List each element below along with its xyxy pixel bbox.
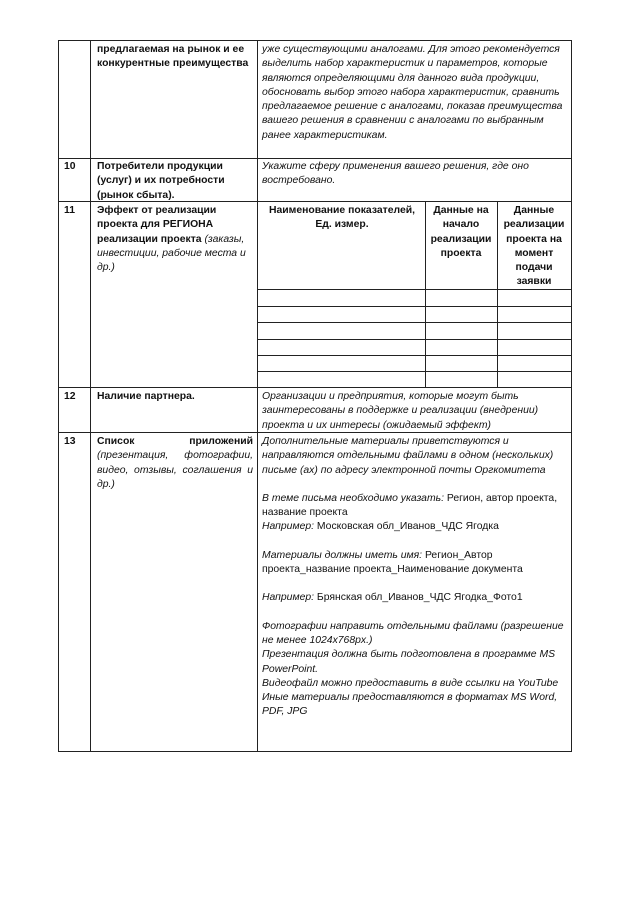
row-13-p3-italic: Например: <box>262 521 315 533</box>
row-13-label-title <box>97 435 253 449</box>
row-13-p5-normal: Брянская обл_Иванов_ЧДС Ягодка_Фото1 <box>314 592 523 604</box>
row-cont-label: предлагаемая на рынок и ее конкурентные преимущества <box>97 44 249 70</box>
indicator-column-header: Наименование показателей, Ед. измер. <box>268 205 416 231</box>
row-10-label: Потребители продукции (услуг) и их потребности (рынок сбыта). <box>97 161 225 201</box>
row-10-description: Укажите сферу применения вашего решения, где оно востребовано. <box>262 161 529 187</box>
row-13-paragraph-1: Дополнительные материалы приветствуются и направляются отдельными файлами в одном (нескольких) письме (ах) по адресу электронной почты Оргкомитета <box>262 436 554 476</box>
row-13-paragraph-4 <box>262 549 566 578</box>
moment-data-column-header: Данные реализации проекта на момент подачи заявки <box>503 205 565 288</box>
row-cont-description: уже существующими аналогами. Для этого рекомендуется выделить набор характеристик и параметров, которые являются определяющими для данного вида продукции, обосновать выбор этого набора характеристик, сравнить предлагаемое решение с аналогами, показав преимущества вашего решения в сравнении с аналогами по выбранным ранее характеристикам. <box>262 44 563 141</box>
row-13-number: 13 <box>64 436 76 447</box>
row-13-description <box>262 435 566 720</box>
row-12-number: 12 <box>64 391 76 402</box>
row-13-paragraph-9: Иные материалы предоставляются в форматах MS Word, PDF, JPG <box>262 692 558 718</box>
row-13-label-word-2: приложений <box>189 436 253 447</box>
row-13-p3-normal: Московская обл_Иванов_ЧДС Ягодка <box>314 521 499 533</box>
row-13-p4-normal: Регион_Автор проекта_название проекта_Наименование документа <box>262 549 523 576</box>
row-13-paragraph-8: Видеофайл можно предоставить в виде ссылки на YouTube <box>262 677 559 689</box>
row-11-label-bold: Эффект от реализации проекта для РЕГИОНА реализации проекта <box>97 205 217 245</box>
row-12-label: Наличие партнера. <box>97 391 195 402</box>
row-13-p5-italic: Например: <box>262 592 315 604</box>
row-11-label-italic: (заказы, инвестиции, рабочие места и др.) <box>97 233 246 274</box>
row-10-number: 10 <box>64 161 76 172</box>
row-13-label-italic: (презентация, фотографии, видео, отзывы, соглашения и др.) <box>97 450 253 490</box>
row-11-label <box>97 204 253 275</box>
start-data-column-header: Данные на начало реализации проекта <box>430 205 492 259</box>
row-11-number: 11 <box>64 205 75 216</box>
row-13-paragraph-2 <box>262 492 566 521</box>
row-13-p2-normal: Регион, автор проекта, название проекта <box>262 492 558 519</box>
row-12-description: Организации и предприятия, которые могут быть заинтересованы в поддержке и реализации (внедрении) проекта и их интересы (ожидаемый эффект) <box>262 391 539 431</box>
row-13-label-word-1: Список <box>97 436 135 447</box>
row-13-paragraph-5 <box>262 591 566 605</box>
row-13-paragraph-7: Презентация должна быть подготовлена в программе MS PowerPoint. <box>262 649 556 675</box>
row-13-p4-italic: Материалы должны иметь имя: <box>262 549 423 561</box>
row-13-paragraph-3 <box>262 520 566 534</box>
row-13-label <box>97 435 253 492</box>
row-13-p2-italic: В теме письма необходимо указать: <box>262 492 444 504</box>
row-13-paragraph-6: Фотографии направить отдельными файлами (разрешение не менее 1024х768px.) <box>262 620 564 646</box>
